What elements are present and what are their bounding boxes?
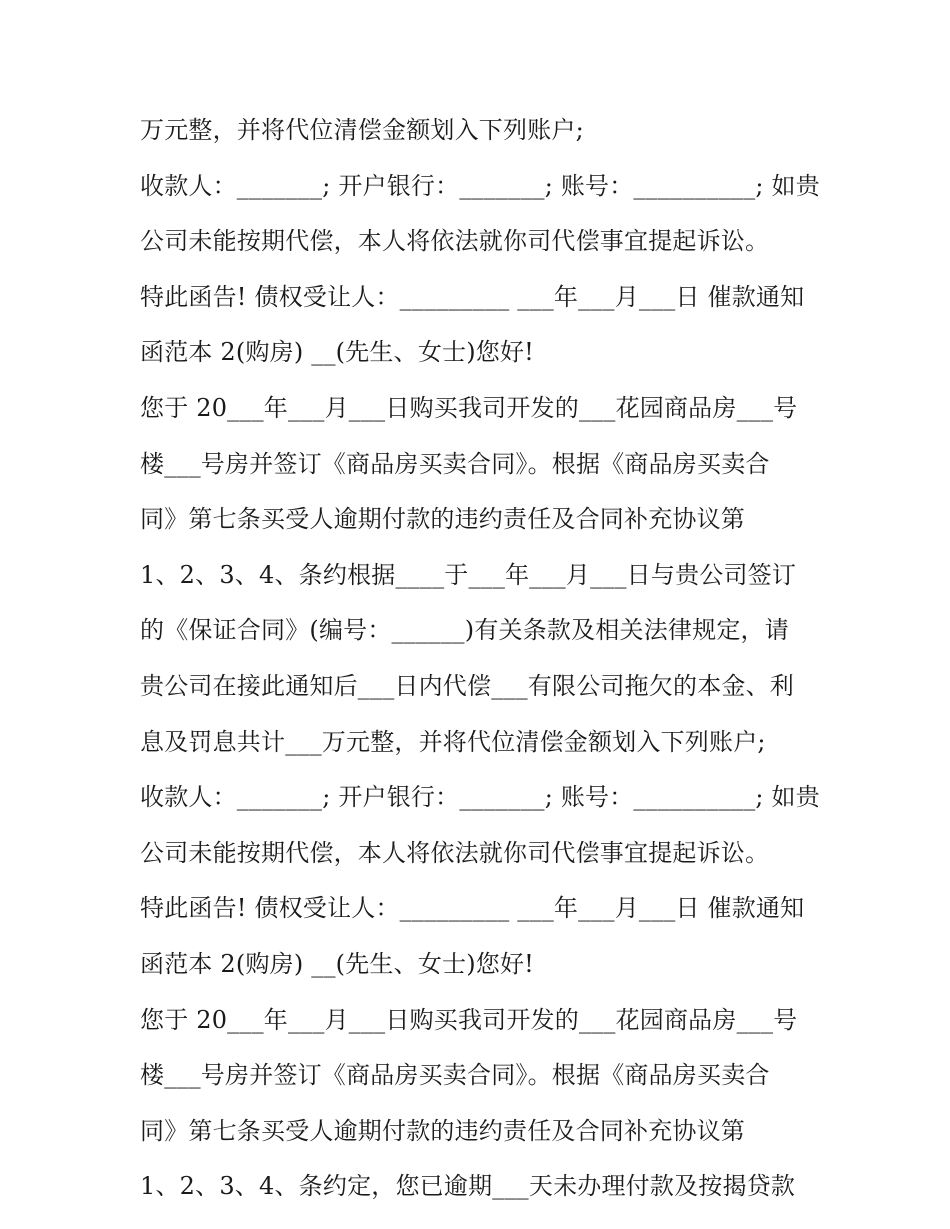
text-line: 同》第七条买受人逾期付款的违约责任及合同补充协议第 [140,505,745,534]
text-line: 您于 20___年___月___日购买我司开发的___花园商品房___号 [140,1005,798,1034]
text-line: 楼___号房并签订《商品房买卖合同》。根据《商品房买卖合 [140,449,770,478]
text-line: 贵公司在接此通知后___日内代偿___有限公司拖欠的本金、利 [140,671,794,700]
text-line: 1、2、3、4、条约定，您已逾期___天未办理付款及按揭贷款 [140,1172,796,1201]
text-line: 万元整，并将代位清偿金额划入下列账户; [140,116,584,144]
text-line: 函范本 2(购房) __(先生、女士)您好! [140,949,535,978]
text-line: 同》第七条买受人逾期付款的违约责任及合同补充协议第 [140,1116,745,1145]
text-line: 1、2、3、4、条约根据____于___年___月___日与贵公司签订 [140,560,797,589]
text-line: 楼___号房并签订《商品房买卖合同》。根据《商品房买卖合 [140,1061,770,1090]
text-line: 公司未能按期代偿，本人将依法就你司代偿事宜提起诉讼。 [140,227,770,256]
text-line: 特此函告! 债权受让人：_________ ___年___月___日 催款通知 [140,282,805,311]
text-line: 您于 20___年___月___日购买我司开发的___花园商品房___号 [140,393,798,422]
text-line: 收款人：_______; 开户银行：_______; 账号：__________; 如贵 [140,171,820,200]
text-line: 函范本 2(购房) __(先生、女士)您好! [140,338,535,367]
text-line: 的《保证合同》(编号：______)有关条款及相关法律规定，请 [140,616,789,645]
text-line: 息及罚息共计___万元整，并将代位清偿金额划入下列账户; [140,727,766,756]
body-text [140,103,840,1215]
text-line: 公司未能按期代偿，本人将依法就你司代偿事宜提起诉讼。 [140,838,770,867]
text-line: 收款人：_______; 开户银行：_______; 账号：__________; 如贵 [140,783,820,812]
text-line: 特此函告! 债权受让人：_________ ___年___月___日 催款通知 [140,894,805,923]
